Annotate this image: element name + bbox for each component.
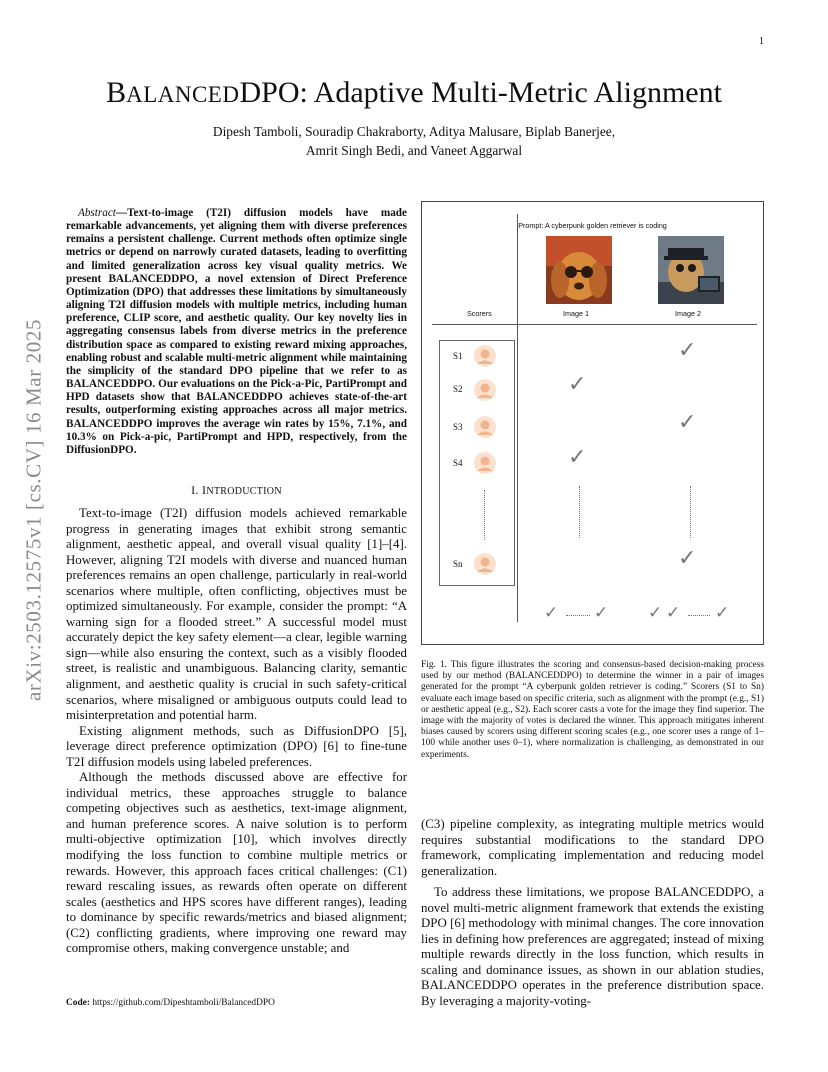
authors-line-2: Amrit Singh Bedi, and Vaneet Aggarwal: [305, 143, 523, 158]
scorer-label-3: S3: [453, 422, 463, 432]
code-link[interactable]: https://github.com/Dipeshtamboli/BalancedDPO: [92, 998, 275, 1008]
check-mark-icon: ✓: [594, 603, 609, 623]
figure-1-caption: Fig. 1. This figure illustrates the scoring and consensus-based decision-making process used by our method (BALANCEDDPO) to determine the winner in a pair of images generated for the prompt “A cyberpunk golden retriever is coding.” Scorers (S1 to Sn) evaluate each image based on specific criteria, such as alignment with the prompt (e.g., S1) or aesthetic appeal (e.g., S2). Each scorer casts a vote for the image they find superior. The image with the majority of votes is declared the winner. This approach mitigates inherent biases caused by scorers using different scoring scales (e.g., one scorer uses a range of 1–100 while another uses 0–1), where normalization is challenging, as demonstrated in our experiments.: [421, 660, 764, 760]
check-mark-icon: ✓: [666, 603, 681, 623]
arxiv-id: arXiv:2503.12575v1 [cs.CV] 16 Mar 2025: [21, 318, 46, 702]
page-number: 1: [759, 36, 764, 47]
author-list: [0, 122, 828, 160]
section-heading-introduction: I. INTRODUCTION: [191, 482, 282, 497]
scorer-avatar-icon: [474, 553, 496, 575]
paper-title: BALANCEDDPO: Adaptive Multi-Metric Alignment: [106, 76, 722, 109]
scorer-continuation-dots: [484, 490, 485, 540]
intro-paragraph-3: Although the methods discussed above are effective for individual metrics, these approaches struggle to balance competing objectives such as aesthetics, text-image alignment, and human preference scores. A naive solution is to perform multi-objective optimization [10], which involves directly modifying the loss function to combine multiple metrics or rewards. However, this approach faces critical challenges: (C1) reward rescaling issues, as rewards often operate on different scales (aesthetics and HPS scores have different ranges), leading to dominance by specific rewards/metrics and biased alignment; (C2) conflicting gradients, where improving one reward may compromise others, making convergence unstable; and: [66, 770, 407, 956]
code-footnote: [66, 998, 407, 1008]
footnote-label: Code:: [66, 998, 90, 1008]
arxiv-stamp: [12, 280, 56, 740]
image-2-continuation-dots: [690, 486, 691, 538]
scorer-label-4: S4: [453, 458, 463, 468]
check-mark-icon: ✓: [678, 546, 697, 571]
image-2-vote-dots: [688, 615, 710, 616]
abstract: [66, 207, 407, 457]
scorer-avatar-icon: [474, 452, 496, 474]
image-1-vote-dots: [566, 615, 590, 616]
check-mark-icon: ✓: [568, 445, 587, 470]
scorer-avatar-icon: [474, 379, 496, 401]
column-header-image-2: Image 2: [675, 309, 701, 318]
authors-line-1: Dipesh Tamboli, Souradip Chakraborty, Aditya Malusare, Biplab Banerjee,: [212, 124, 616, 139]
scorer-label-n: Sn: [453, 559, 463, 569]
image-1-continuation-dots: [579, 486, 580, 538]
right-paragraph-1: (C3) pipeline complexity, as integrating multiple metrics would requires substantial modifications to the standard DPO framework, complicating implementation and reducing model generalization.: [421, 817, 764, 878]
right-paragraph-2: To address these limitations, we propose BALANCEDDPO, a novel multi-metric alignment framework that extends the existing DPO [6] methodology with minimal changes. The core innovation lies in defining how preferences are aggregated; instead of mixing multiple rewards directly in the loss function, which results in scaling and dominance issues, as shown in our ablation studies, BALANCEDDPO operates in the preference distribution space. By leveraging a majority-voting-: [421, 885, 764, 1009]
figure-vertical-divider: [517, 214, 518, 622]
scorer-label-2: S2: [453, 384, 463, 394]
introduction-body: [66, 506, 407, 957]
check-mark-icon: ✓: [715, 603, 730, 623]
check-mark-icon: ✓: [678, 410, 697, 435]
left-column: [66, 207, 407, 957]
figure-1: [421, 201, 764, 645]
check-mark-icon: ✓: [678, 338, 697, 363]
column-header-scorers: Scorers: [467, 309, 492, 318]
scorer-label-1: S1: [453, 351, 463, 361]
check-mark-icon: ✓: [648, 603, 663, 623]
scorer-avatar-icon: [474, 416, 496, 438]
retriever-image-2: [658, 236, 724, 304]
abstract-label: Abstract: [78, 207, 116, 219]
intro-paragraph-1: Text-to-image (T2I) diffusion models achieved remarkable progress in generating images that exhibit strong semantic alignment, aesthetic appeal, and overall visual quality [1]–[4]. However, aligning T2I models with diverse and nuanced human preferences remains an open challenge, particularly in real-world scenarios where multiple, often conflicting, objectives must be optimized simultaneously. For example, consider the prompt: “A warning sign for a flooded street.” A successful model must accurately depict the key safety element—a clear, legible warning sign—while also ensuring the context, such as a visibly flooded street, is realistic and unambiguous. Balancing clarity, semantic alignment, and aesthetic quality is crucial in such safety-critical scenarios, where misaligned or ambiguous outputs could lead to misinterpretation and potential harm.: [66, 505, 407, 723]
figure-horizontal-divider: [432, 324, 757, 325]
abstract-text: —Text-to-image (T2I) diffusion models have made remarkable advancements, yet aligning them with diverse preferences remains a persistent challenge. Current methods often optimize single metrics or depend on narrowly curated datasets, leading to overfitting and limited generalization across key visual quality metrics. We present BALANCEDDPO, a novel extension of Direct Preference Optimization (DPO) that addresses these limitations by simultaneously aligning T2I diffusion models with multiple metrics, including human preference, CLIP score, and aesthetic quality. Our key novelty lies in aggregating consensus labels from diverse metrics in the preference distribution space as compared to existing reward mixing approaches, enabling robust and scalable multi-metric alignment while maintaining the simplicity of the standard DPO pipeline that we refer to as BALANCEDDPO. Our evaluations on the Pick-a-Pic, PartiPrompt and HPD datasets show that BALANCEDDPO achieves state-of-the-art results, outperforming existing approaches across all major metrics. BALANCEDDPO improves the average win rates by 15%, 7.1%, and 10.3% on Pick-a-pic, PartiPrompt and HPD, respectively, from the DiffusionDPO.: [66, 207, 407, 456]
check-mark-icon: ✓: [544, 603, 559, 623]
check-mark-icon: ✓: [568, 372, 587, 397]
figure-prompt: Prompt: A cyberpunk golden retriever is coding: [518, 221, 667, 230]
right-column: [421, 817, 764, 1010]
retriever-image-1: [546, 236, 612, 304]
intro-paragraph-2: Existing alignment methods, such as DiffusionDPO [5], leverage direct preference optimization (DPO) [6] to fine-tune T2I diffusion models using labeled preferences.: [66, 723, 407, 769]
column-header-image-1: Image 1: [563, 309, 589, 318]
scorer-avatar-icon: [474, 345, 496, 367]
